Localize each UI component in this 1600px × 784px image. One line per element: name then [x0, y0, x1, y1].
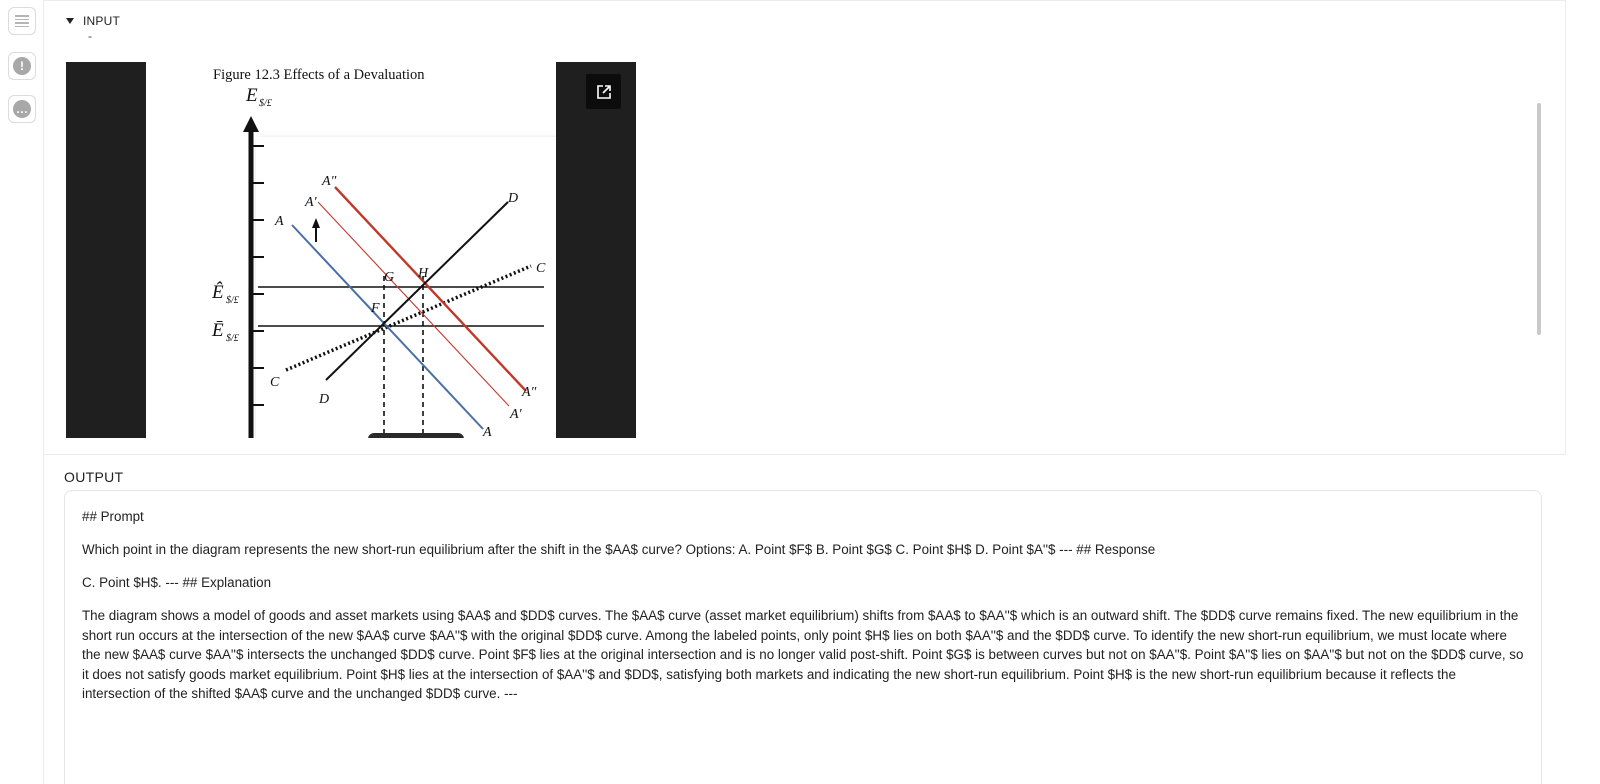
point-g-label: G [384, 270, 395, 285]
label-c-right: C [536, 261, 546, 276]
label-a1-bottom: A′ [510, 407, 522, 422]
output-section-title: OUTPUT [64, 469, 124, 485]
prompt-heading: ## Prompt [82, 509, 144, 524]
input-section-title: INPUT [83, 14, 120, 28]
outline-button[interactable] [8, 7, 36, 35]
e-bar-label: Ē [212, 320, 224, 341]
e-hat-label: Ê [212, 282, 224, 303]
info-button[interactable] [8, 52, 36, 80]
caret-down-icon [66, 18, 74, 24]
label-d-top: D [508, 191, 519, 206]
response-text: C. Point $H$. --- ## Explanation [82, 575, 272, 590]
point-f-label: F [371, 301, 380, 316]
label-a-bottom: A [483, 425, 492, 438]
label-c-left: C [270, 375, 280, 390]
caption-bubble [368, 433, 464, 438]
prompt-text: Which point in the diagram represents the new short-run equilibrium after the shift in the $AA$ curve? Options: A. Point $F$ B. Point $G$ C. Point $H$ D. Point $A''$ --- ## Response [82, 542, 1156, 557]
input-panel [44, 0, 1566, 455]
label-a1-top: A′ [305, 195, 317, 210]
point-h-label: H [418, 266, 429, 281]
input-section-toggle[interactable] [66, 14, 120, 28]
input-dash: - [88, 29, 92, 43]
more-icon: … [13, 100, 31, 118]
devaluation-diagram [146, 62, 556, 438]
label-d-bottom: D [319, 392, 330, 407]
explanation-text: The diagram shows a model of goods and asset markets using $AA$ and $DD$ curves. The $AA$ curve (asset market equilibrium) shifts from $AA$ to $AA''$ which is an outward shift. The $DD$ curve remains fixed. The new equilibrium in the short run occurs at the intersection of the new $AA$ curve $AA''$ with the original $DD$ curve. Among the labeled points, only point $H$ lies on both $AA''$ and the $DD$ curve. To identify the new short-run equilibrium, we must locate where the new $AA$ curve $AA''$ intersects the unchanged $DD$ curve. Point $F$ lies at the original intersection and is no longer valid post-shift. Point $G$ is between curves but not on $AA''$. Point $A''$ lies on $AA''$ but not on the $DD$ curve, so it does not satisfy goods market equilibrium. Point $H$ lies at the intersection of $AA''$ and $DD$, satisfying both markets and indicating the new short-run equilibrium. Point $H$ is the new short-run equilibrium because it reflects the intersection of the shifted $AA$ curve and the unchanged $DD$ curve. --- [82, 608, 1528, 701]
e-hat-sub: $/£ [226, 295, 239, 306]
panel-scrollbar[interactable] [1537, 103, 1541, 335]
list-icon [15, 15, 29, 27]
y-axis-sub: $/£ [259, 98, 272, 109]
open-external-button[interactable] [586, 74, 621, 109]
external-link-icon [595, 83, 613, 101]
label-a2-top: A″ [322, 174, 337, 189]
output-box [64, 490, 1542, 784]
y-axis-arrow [243, 116, 259, 132]
label-a-top: A [275, 214, 284, 229]
figure-image [146, 62, 556, 438]
e-bar-sub: $/£ [226, 333, 239, 344]
chat-button[interactable] [8, 95, 36, 123]
image-viewer [66, 62, 636, 438]
y-axis-label: E [246, 85, 258, 106]
info-icon: ! [13, 57, 31, 75]
label-a2-bottom: A″ [522, 385, 537, 400]
figure-title: Figure 12.3 Effects of a Devaluation [213, 67, 425, 83]
left-rail [0, 0, 44, 784]
